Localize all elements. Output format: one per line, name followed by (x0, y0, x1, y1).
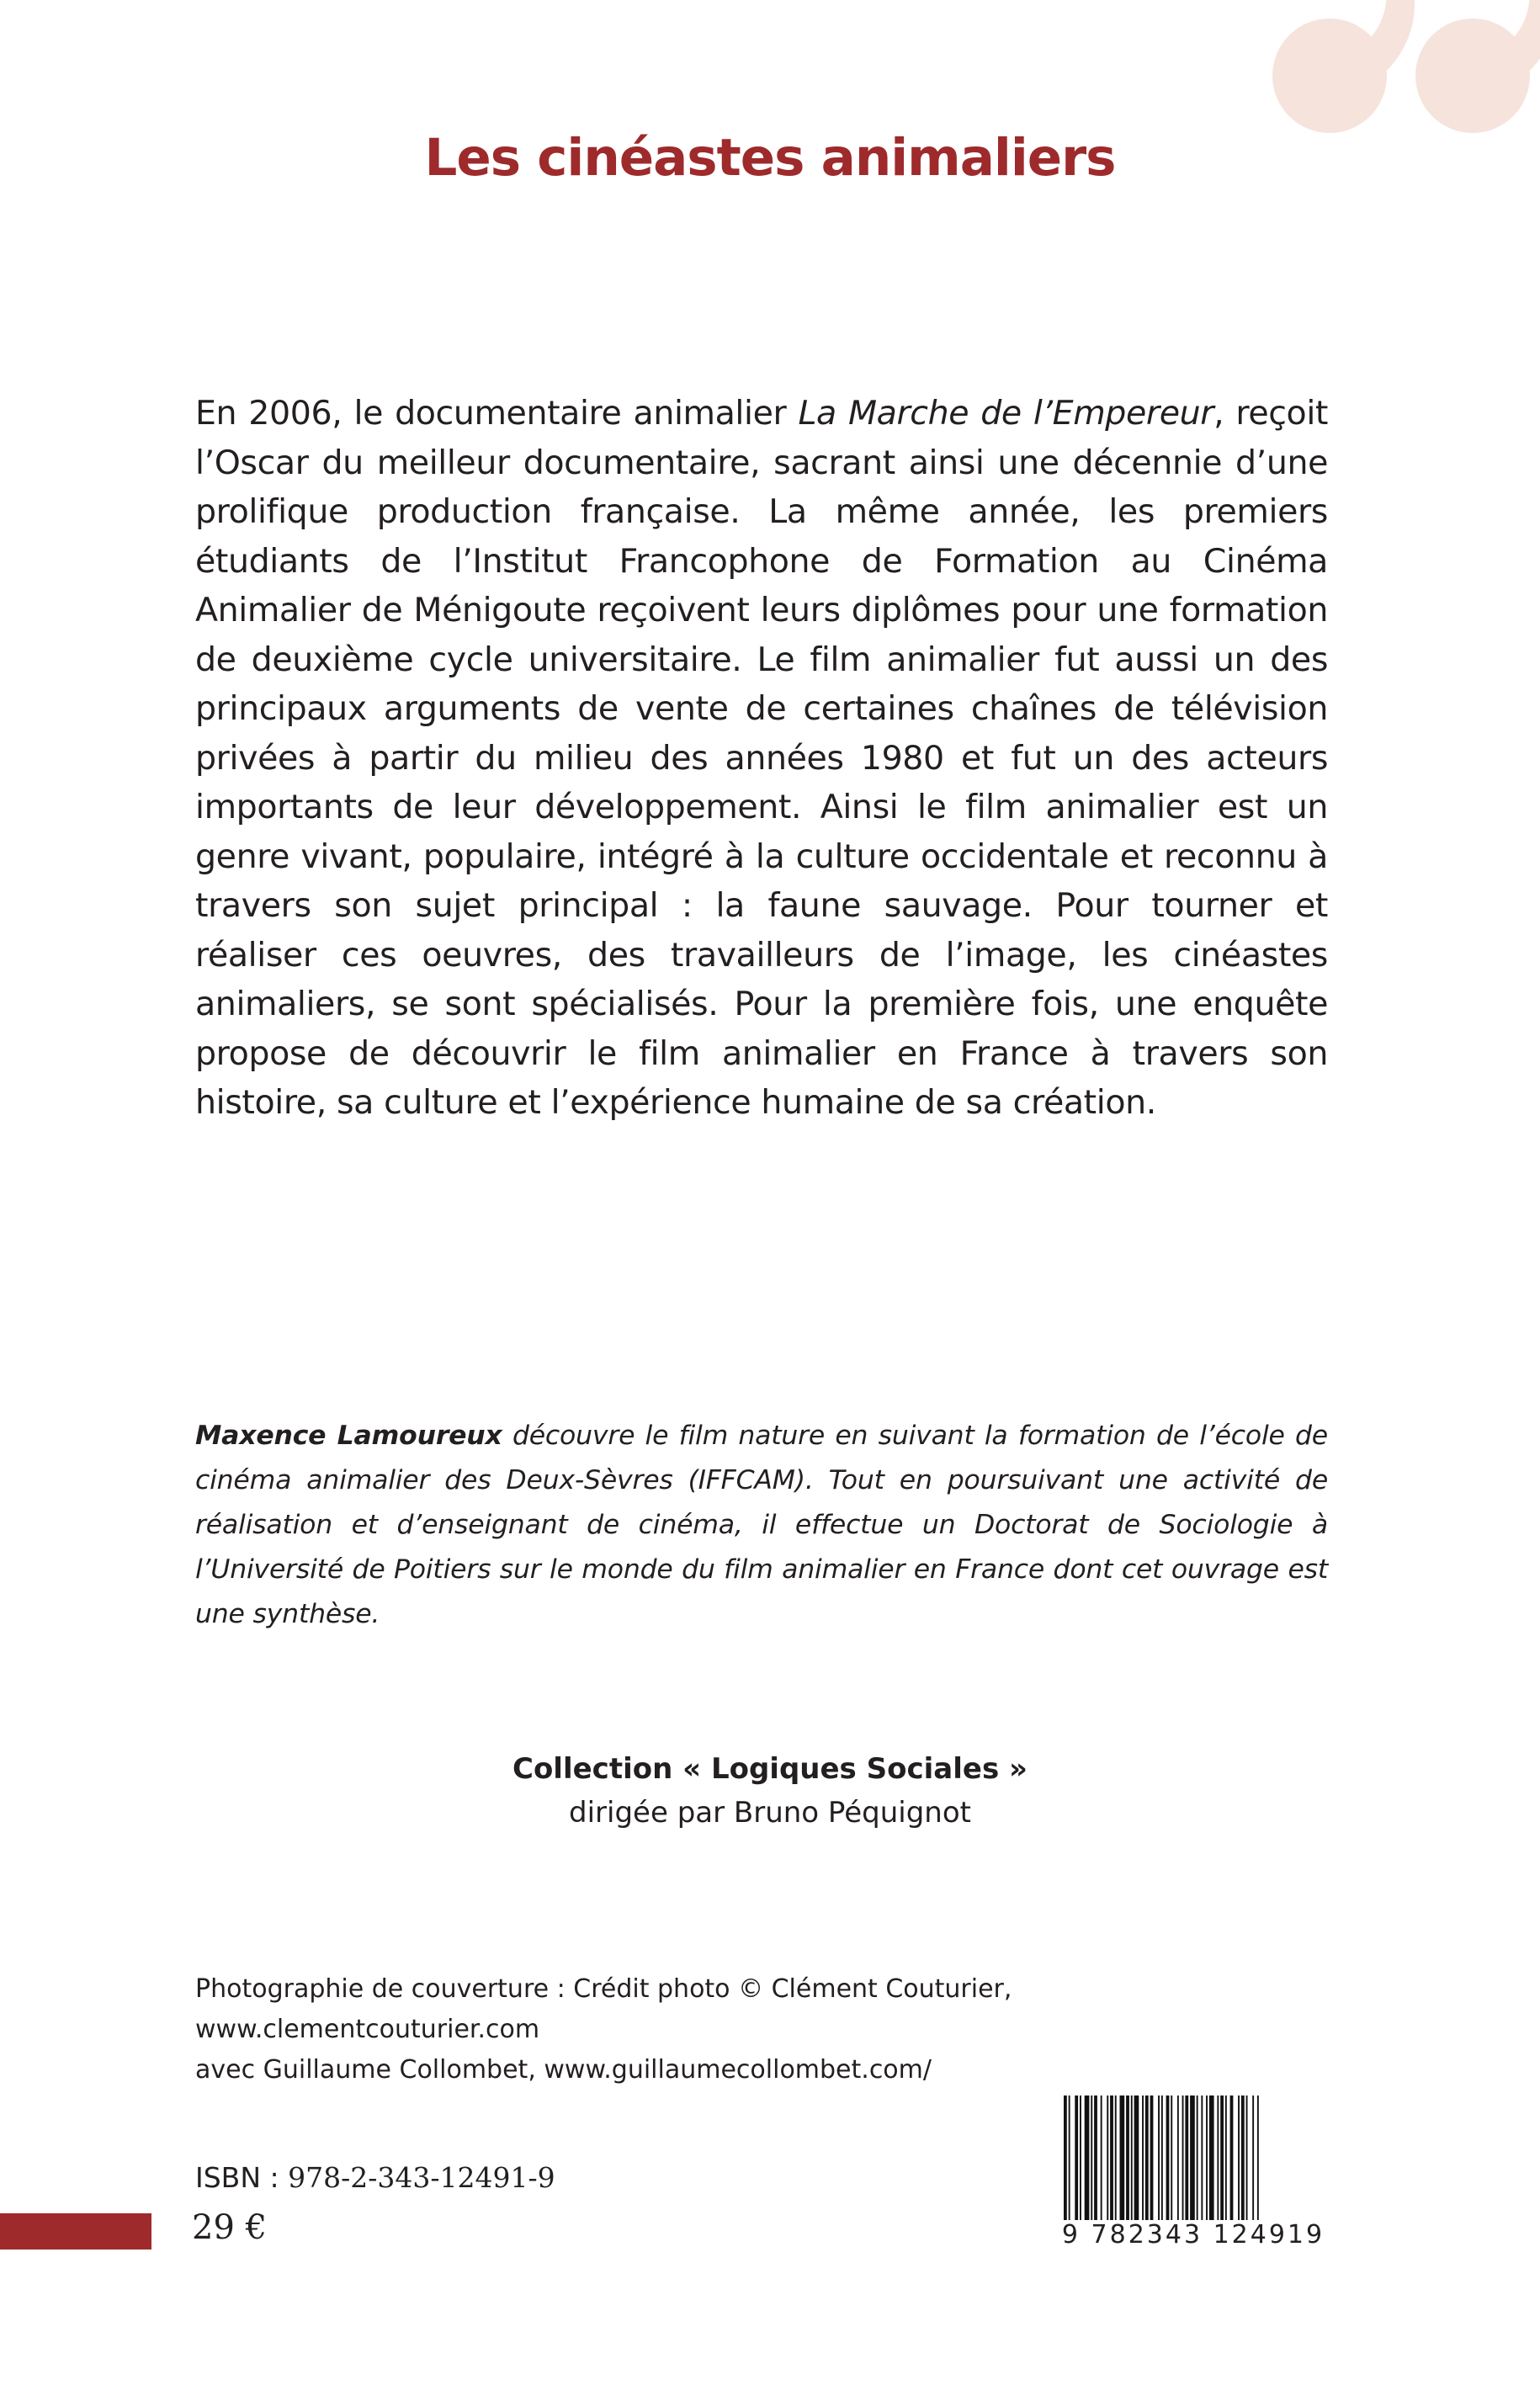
barcode-bar (1201, 2096, 1203, 2222)
collection-name: Collection « Logiques Sociales » (512, 1752, 1028, 1786)
barcode-bar (1217, 2096, 1219, 2222)
summary-intro: En 2006, le documentaire animalier (195, 394, 799, 433)
barcode-bar (1252, 2096, 1254, 2222)
isbn-label: ISBN : (195, 2161, 289, 2194)
barcode-bar (1080, 2096, 1081, 2222)
film-title: La Marche de l’Empereur (798, 394, 1214, 433)
barcode-bar (1142, 2096, 1144, 2222)
barcode-bar (1107, 2096, 1108, 2222)
barcode-bar (1246, 2096, 1248, 2222)
barcode-bar (1206, 2096, 1208, 2222)
photo-credits (195, 1969, 1121, 2090)
author-bio (195, 1414, 1328, 1637)
barcode-bar (1225, 2096, 1227, 2222)
summary-body: , reçoit l’Oscar du meilleur documentaire, sacrant ainsi une décennie d’une prolifique production française. La même année, les premiers étudiants de l’Institut Francophone de Formation au Cinéma Animalier de Ménigoute reçoivent leurs diplômes pour une formation de deuxième cycle universitaire. Le film animalier fut aussi un des principaux arguments de vente de certaines chaînes de télévision privées à partir du milieu des années 1980 et fut un des acteurs importants de leur développement. Ainsi le film animalier est un genre vivant, populaire, intégré à la culture occidentale et reconnu à travers son sujet principal : la faune sauvage. Pour tourner et réaliser ces oeuvres, des travailleurs de l’image, les cinéastes animaliers, se sont spécialisés. Pour la première fois, une enquête propose de découvrir le film animalier en France à travers son histoire, sa culture et l’expérience humaine de sa création. (195, 394, 1328, 1122)
barcode-bar (1091, 2096, 1092, 2222)
barcode-bar (1166, 2096, 1170, 2222)
book-title: Les cinéastes animaliers (424, 128, 1116, 188)
author-bio-text: découvre le film nature en suivant la formation de l’école de cinéma animalier des Deux-Sèvres (IFFCAM). Tout en poursuivant une activité de réalisation et d’enseignant de cinéma, il effectue un Doctorat de Sociologie à l’Université de Poitiers sur le monde du film animalier en France dont cet ouvrage est une synthèse. (195, 1421, 1328, 1629)
barcode-bar (1177, 2096, 1179, 2222)
price-accent-bar (0, 2213, 151, 2250)
barcode-bar (1134, 2096, 1139, 2222)
isbn-number: 978-2-343-12491-9 (288, 2161, 555, 2194)
barcode-bar (1126, 2096, 1129, 2222)
credits-line-1: Photographie de couverture : Crédit photo © Clément Couturier, (195, 1974, 1012, 2004)
barcode-bar (1158, 2096, 1160, 2222)
barcode-bar (1110, 2096, 1113, 2222)
barcode-bar (1230, 2096, 1234, 2222)
barcode-bar (1120, 2096, 1125, 2222)
author-name: Maxence Lamoureux (195, 1421, 502, 1451)
barcode-bar (1085, 2096, 1090, 2222)
barcode-bar (1101, 2096, 1102, 2222)
barcode-bar (1182, 2096, 1184, 2222)
price: 29 € (192, 2208, 268, 2247)
barcode-bar (1094, 2096, 1097, 2222)
barcode-bar (1145, 2096, 1149, 2222)
barcode-bar (1131, 2096, 1133, 2222)
barcode-bar (1150, 2096, 1154, 2222)
barcode-bar (1075, 2096, 1078, 2222)
barcode-bar (1197, 2096, 1198, 2222)
book-summary (195, 389, 1328, 1128)
barcode-bar (1185, 2096, 1188, 2222)
credits-line-3: avec Guillaume Collombet, www.guillaumecollombet.com/ (195, 2055, 932, 2085)
barcode-bar (1115, 2096, 1117, 2222)
collection-info (0, 1747, 1540, 1835)
barcode-bar (1190, 2096, 1195, 2222)
barcode-digits: 9 782343 124919 (1061, 2220, 1325, 2250)
barcode-bar (1238, 2096, 1240, 2222)
barcode-bar (1171, 2096, 1172, 2222)
credits-line-2: www.clementcouturier.com (195, 2015, 540, 2044)
barcode-bar (1241, 2096, 1245, 2222)
barcode-bar (1220, 2096, 1224, 2222)
isbn (195, 2161, 555, 2194)
barcode-bar (1209, 2096, 1214, 2222)
collection-director: dirigée par Bruno Péquignot (569, 1796, 971, 1830)
